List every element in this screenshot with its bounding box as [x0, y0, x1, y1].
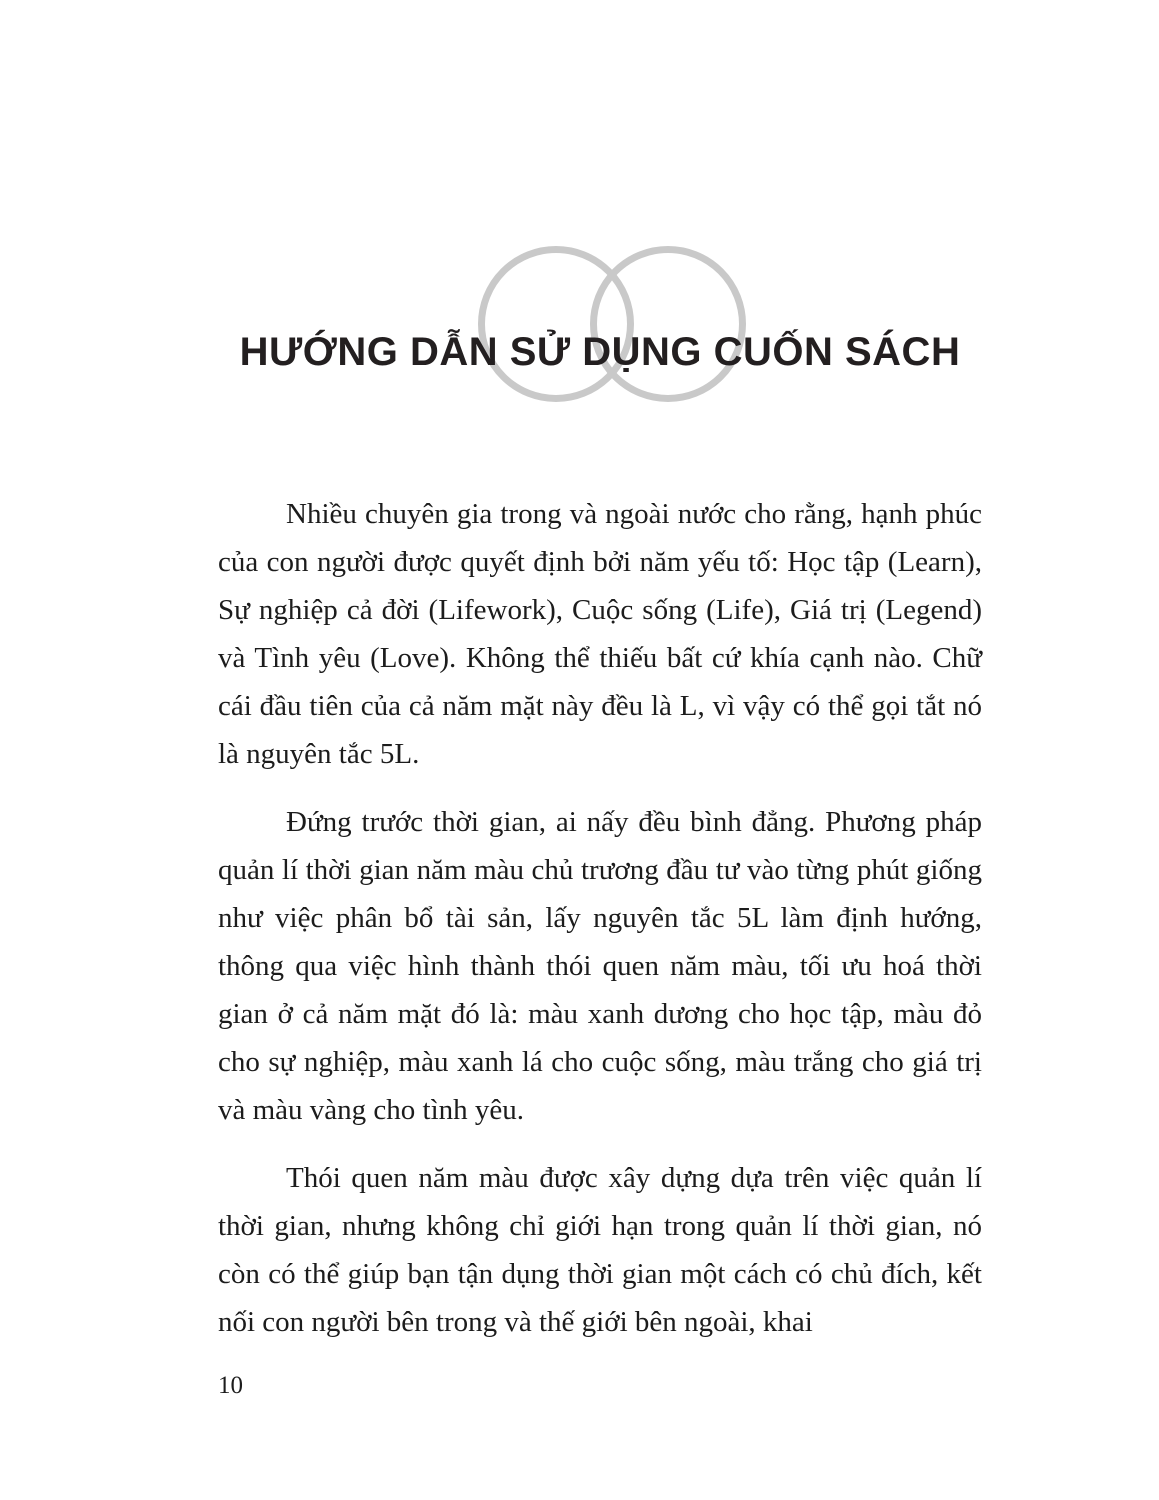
decoration-circle-left-icon	[478, 246, 634, 402]
paragraph: Đứng trước thời gian, ai nấy đều bình đẳng. Phương pháp quản lí thời gian năm màu chủ trương đầu tư vào từng phút giống như việc phân bổ tài sản, lấy nguyên tắc 5L làm định hướng, thông qua việc hình thành thói quen năm màu, tối ưu hoá thời gian ở cả năm mặt đó là: màu xanh dương cho học tập, màu đỏ cho sự nghiệp, màu xanh lá cho cuộc sống, màu trắng cho giá trị và màu vàng cho tình yêu.	[218, 806, 982, 1126]
paragraph: Nhiều chuyên gia trong và ngoài nước cho rằng, hạnh phúc của con người được quyết định bởi năm yếu tố: Học tập (Learn), Sự nghiệp cả đời (Lifework), Cuộc sống (Life), Giá trị (Legend) và Tình yêu (Love). Không thể thiếu bất cứ khía cạnh nào. Chữ cái đầu tiên của cả năm mặt này đều là L, vì vậy có thể gọi tắt nó là nguyên tắc 5L.	[218, 498, 982, 770]
chapter-title: HƯỚNG DẪN SỬ DỤNG CUỐN SÁCH	[239, 329, 961, 374]
page-number: 10	[218, 1372, 243, 1399]
decoration-circle-right-icon	[590, 246, 746, 402]
body-text	[218, 490, 982, 1366]
overlapping-circles-decoration	[478, 246, 748, 402]
paragraph: Thói quen năm màu được xây dựng dựa trên việc quản lí thời gian, nhưng không chỉ giới hạn trong quản lí thời gian, nó còn có thể giúp bạn tận dụng thời gian một cách có chủ đích, kết nối con người bên trong và thế giới bên ngoài, khai	[218, 1162, 982, 1338]
